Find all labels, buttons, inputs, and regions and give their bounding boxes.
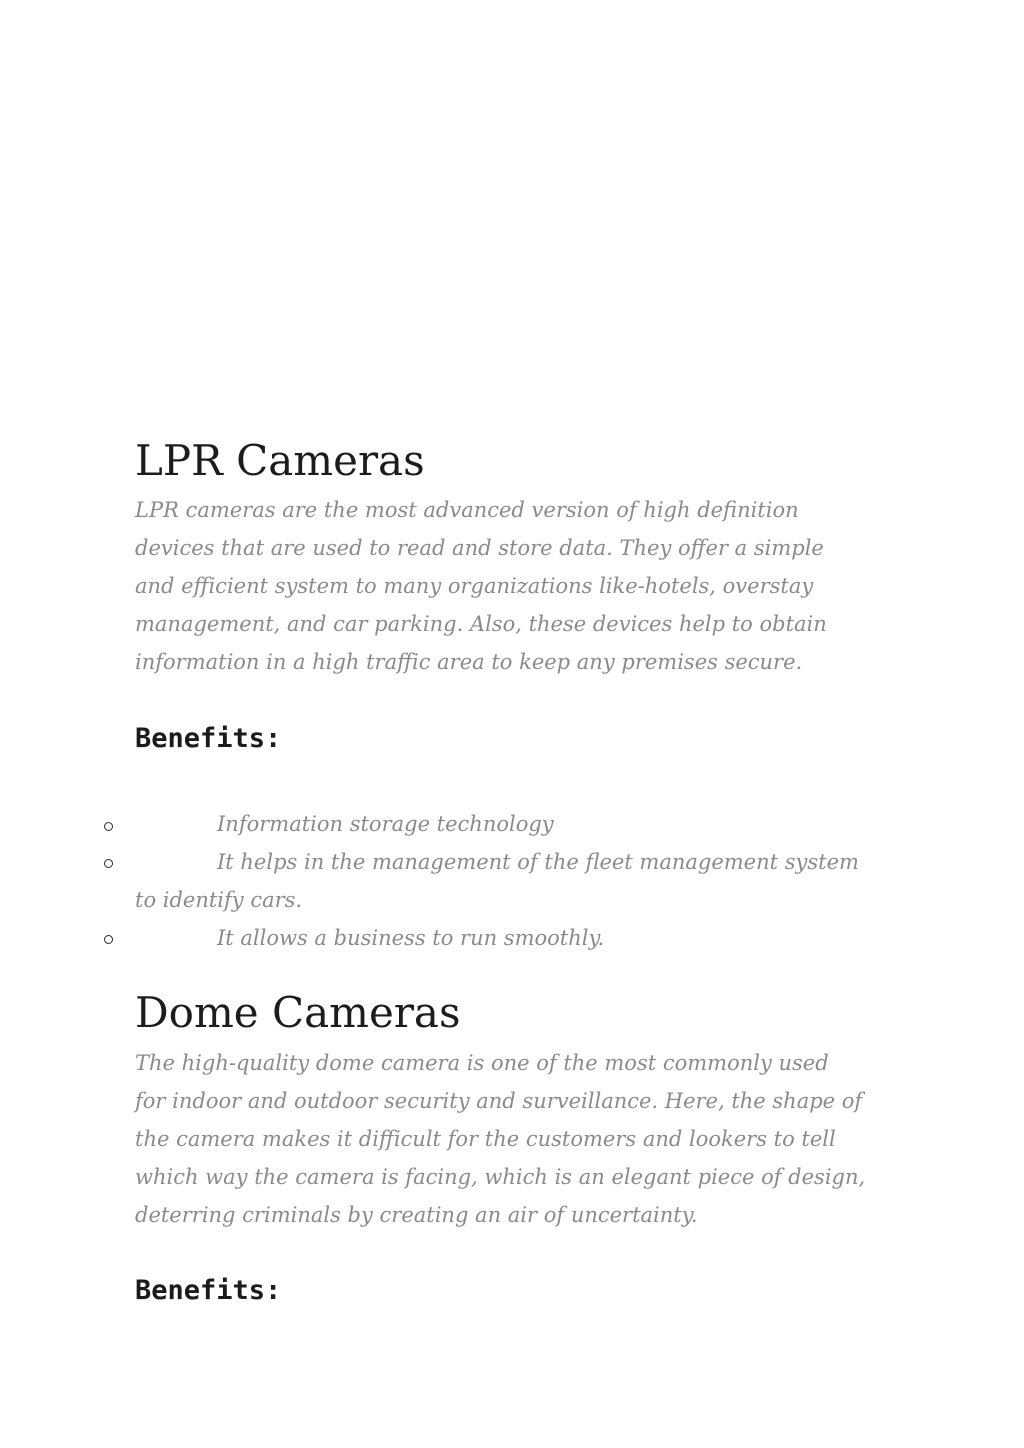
paragraph-line: which way the camera is facing, which is an elegant piece of design, [135,1165,866,1189]
lpr-cameras-paragraph [135,491,895,681]
paragraph-line: LPR cameras are the most advanced version of high definition [135,498,799,522]
paragraph-line: and efficient system to many organizations like-hotels, overstay [135,574,814,598]
paragraph-line: The high-quality dome camera is one of the most commonly used [135,1051,829,1075]
dome-cameras-heading: Dome Cameras [135,988,461,1037]
paragraph-line: deterring criminals by creating an air of uncertainty. [135,1203,698,1227]
hollow-circle-bullet-icon [104,822,113,831]
list-item: It helps in the management of the fleet management system [217,850,859,874]
paragraph-line: devices that are used to read and store data. They offer a simple [135,536,824,560]
paragraph-line: management, and car parking. Also, these devices help to obtain [135,612,827,636]
paragraph-line: the camera makes it difficult for the customers and lookers to tell [135,1127,836,1151]
lpr-cameras-heading: LPR Cameras [135,436,425,485]
paragraph-line: for indoor and outdoor security and surveillance. Here, the shape of [135,1089,863,1113]
lpr-benefits-heading: Benefits: [135,723,282,754]
dome-cameras-paragraph [135,1044,895,1234]
hollow-circle-bullet-icon [104,859,113,868]
hollow-circle-bullet-icon [104,935,113,944]
list-item-continuation: to identify cars. [135,888,303,912]
list-item: It allows a business to run smoothly. [217,926,605,950]
list-item: Information storage technology [217,812,554,836]
paragraph-line: information in a high traffic area to keep any premises secure. [135,650,803,674]
dome-benefits-heading: Benefits: [135,1275,282,1306]
